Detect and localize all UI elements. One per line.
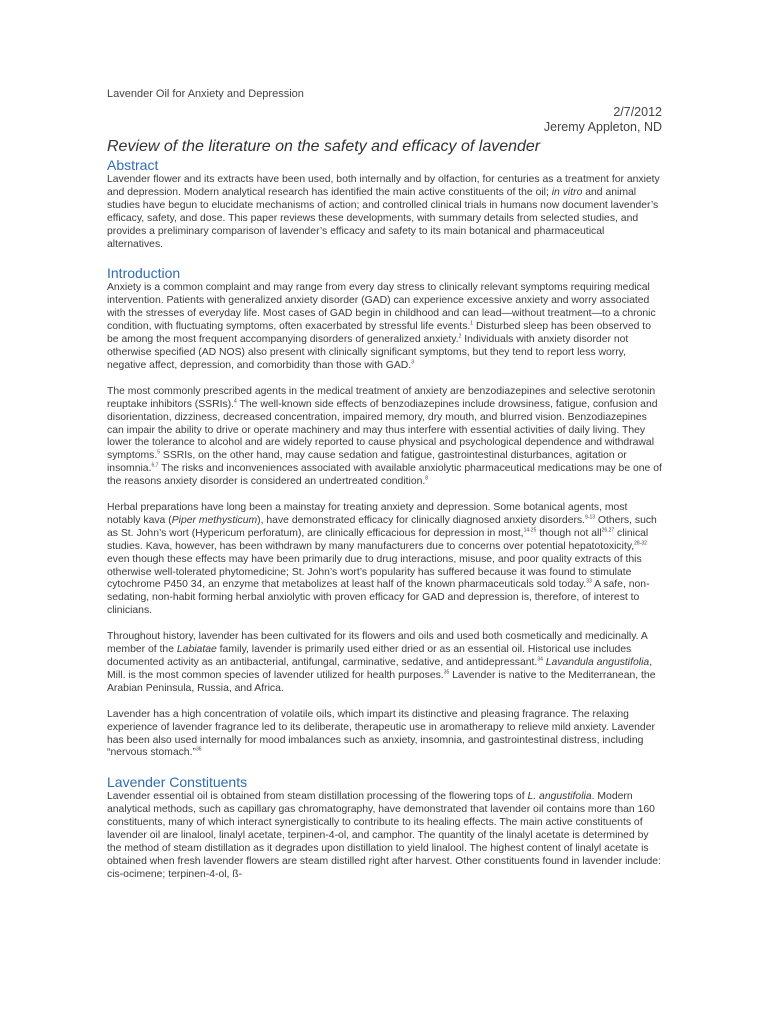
citation-ref: 36 — [195, 746, 202, 753]
text-run: Herbal preparations have long been a mainstay for treating anxiety and depression. Some botanical agents, most notably kava ( — [107, 502, 628, 526]
text-run: The well-known side effects of benzodiazepines include drowsiness, fatigue, confusion and disorientation, dizziness, decreased concentration, impaired memory, dry mouth, and blurred vision. Benzodiazepines can impair the ability to drive or operate machinery and may thus interfere with essential activities of daily living. They lower the tolerance to alcohol and are widely reported to cause physical and psychological dependence and withdrawal symptoms. — [107, 398, 658, 462]
citation-ref: 6,7 — [151, 462, 159, 469]
text-run: The risks and inconveniences associated with available anxiolytic pharmaceutical medications may be one of the reasons anxiety disorder is considered an undertreated condition. — [107, 463, 662, 488]
document-page — [107, 88, 662, 882]
citation-ref: 26,27 — [601, 527, 615, 534]
citation-ref: 5 — [157, 449, 161, 456]
text-run: Anxiety is a common complaint and may range from every day stress to clinically relevant symptoms requiring medical intervention. Patients with generalized anxiety disorder (GAD) can experience excessive anxiety and worry associated with the stresses of everyday life. Most cases of GAD begin in childhood and can lead—without treatment—to a chronic condition, with fluctuating symptoms, often exacerbated by stressful life events. — [107, 282, 656, 333]
text-run: Individuals with anxiety disorder not otherwise specified (AD NOS) also present with clinically significant symptoms, but they tend to report less worry, negative affect, depression, and comorbidity than those with GAD. — [107, 334, 629, 371]
citation-ref: 34 — [537, 656, 543, 663]
document-header: Lavender Oil for Anxiety and Depression — [107, 88, 304, 100]
document-author: Jeremy Appleton, ND — [543, 120, 662, 134]
text-run: and animal studies have begun to elucidate mechanisms of action; and controlled clinical trials in humans now document lavender’s efficacy, safety, and dose. This paper reviews these developments, with summary details from selected studies, and provides a preliminary comparison of lavender’s efficacy and safety to its main botanical and pharmaceutical alternatives. — [107, 186, 659, 250]
text-run: Lavender flower and its extracts have been used, both internally and by olfaction, for centuries as a treatment for anxiety and depression. Modern analytical research has identified the main active constituents of the oil; — [107, 174, 660, 198]
emphasis-text: Piper methysticum — [171, 514, 258, 526]
citation-ref: 3 — [411, 359, 414, 366]
citation-ref: 1 — [470, 320, 474, 327]
text-run: Lavender has a high concentration of volatile oils, which impart its distinctive and pleasing fragrance. The relaxing experience of lavender fragrance led to its deliberate, therapeutic use in aromatherapy to relieve mild anxiety. Lavender has been also used internally for mood imbalances such as anxiety, insomnia, and gastrointestinal distress, including “nervous stomach.” — [107, 708, 655, 759]
text-run: A safe, non-sedating, non-habit forming herbal anxiolytic with proven efficacy for GAD and depression is, therefore, of interest to clinicians. — [107, 579, 650, 617]
text-run: , Mill. is the most common species of lavender utilized for health purposes. — [107, 657, 653, 681]
document-meta — [107, 105, 662, 135]
intro-paragraph-2 — [107, 386, 662, 489]
citation-ref: 8 — [425, 475, 429, 482]
text-run: even though these effects may have been primarily due to drug interactions, misuse, and poor quality extracts of this otherwise well-tolerated phytomedicine; St. John’s wort’s popularity has suffered because it was found to stimulate cytochrome P450 34, an enzyme that metabolizes at least half of the known pharmaceuticals sold today. — [107, 553, 642, 591]
text-run: The most commonly prescribed agents in the medical treatment of anxiety are benzodiazepines and selective serotonin reuptake inhibitors (SSRIs). — [107, 385, 656, 410]
emphasis-text: in vitro — [551, 186, 583, 198]
text-run: Disturbed sleep has been observed to be among the most frequent accompanying disorders of generalized anxiety. — [107, 321, 651, 346]
constituents-heading: Lavender Constituents — [107, 774, 248, 791]
constituents-paragraph-1 — [107, 791, 662, 881]
text-run: Lavender is native to the Mediterranean, the Arabian Peninsula, Russia, and Africa. — [107, 669, 656, 694]
citation-ref: 2 — [458, 333, 462, 340]
document-title: Review of the literature on the safety and efficacy of lavender — [107, 138, 541, 155]
citation-ref: 35 — [443, 669, 450, 676]
intro-paragraph-1 — [107, 282, 662, 372]
text-run: SSRIs, on the other hand, may cause sedation and fatigue, gastrointestinal disturbances, agitation or insomnia. — [107, 450, 627, 475]
citation-ref: 9-13 — [585, 514, 596, 521]
emphasis-text: L. angustifolia — [527, 791, 592, 803]
citation-ref: 14-25 — [523, 527, 537, 534]
introduction-heading: Introduction — [107, 265, 181, 282]
text-run: ), have demonstrated efficacy for clinically diagnosed anxiety disorders. — [257, 514, 586, 526]
text-run: family, lavender is primarily used either dried or as an essential oil. Historical use includes documented activity as an antibacterial, antifungal, carminative, sedative, and antidepressant. — [107, 644, 632, 668]
citation-ref: 33 — [586, 579, 592, 585]
text-run: Others, such as St. John’s wort (Hypericum perforatum), are clinically efficacious for depression in most, — [107, 514, 657, 539]
text-run: Throughout history, lavender has been cultivated for its flowers and oils and used both cosmetically and medicinally. A member of the — [107, 631, 648, 656]
document-date: 2/7/2012 — [613, 105, 662, 119]
abstract-paragraph — [107, 174, 662, 251]
emphasis-text: Labiatae — [176, 644, 217, 656]
text-run: clinical studies. Kava, however, has been withdrawn by many manufacturers due to concerns over potential hepatotoxicity, — [107, 527, 649, 552]
intro-paragraph-4 — [107, 631, 662, 696]
intro-paragraph-3 — [107, 502, 662, 618]
text-run: . Modern analytical methods, such as capillary gas chromatography, have demonstrated that lavender oil contains more than 160 constituents, many of which interact synergistically to contribute to its healing effects. The main active constituents of lavender oil are linalool, linalyl acetate, terpinen-4-ol, and camphor. The quantity of the linalyl acetate is determined by the method of steam distillation as it degrades upon distillation to yield linalool. The highest content of linalyl acetate is obtained when fresh lavender flowers are steam distilled right after harvest. Other constituents found in lavender include: cis-ocimene; terpinen-4-ol, ß- — [107, 791, 661, 880]
abstract-heading: Abstract — [107, 157, 159, 173]
text-run: Lavender essential oil is obtained from steam distillation processing of the flowering tops of — [107, 791, 528, 803]
citation-ref: 4 — [234, 398, 237, 405]
text-run: though not all — [536, 527, 602, 539]
emphasis-text: Lavandula angustifolia — [545, 657, 650, 668]
intro-paragraph-5 — [107, 709, 662, 761]
citation-ref: 28-32 — [634, 540, 647, 547]
